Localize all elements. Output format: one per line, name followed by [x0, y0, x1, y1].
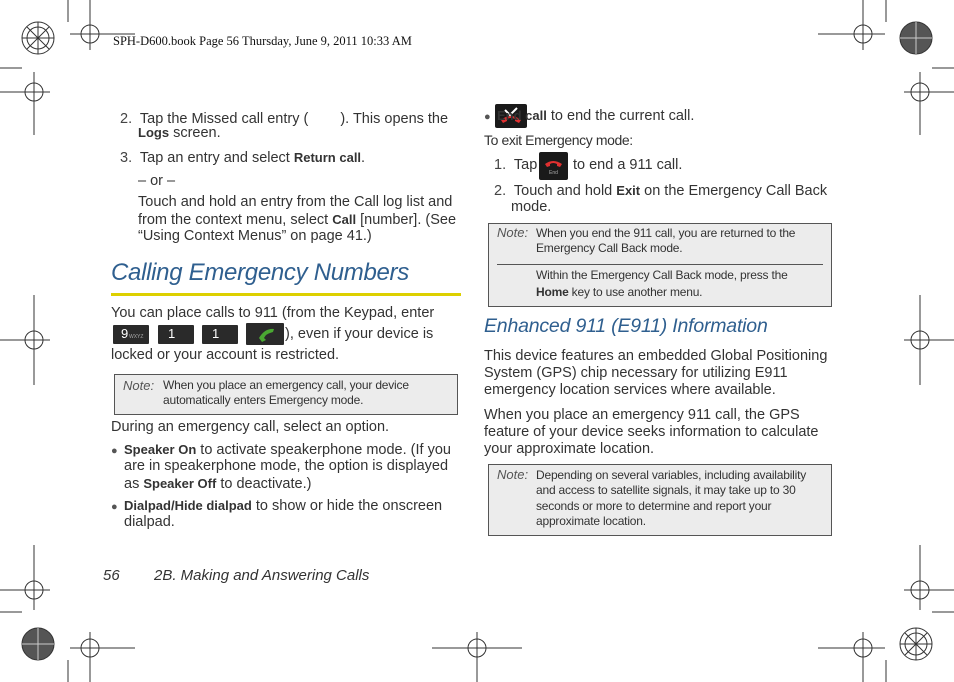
- print-header: SPH-D600.book Page 56 Thursday, June 9, 2011 10:33 AM: [113, 34, 412, 48]
- speaker-on-label: Speaker On: [124, 442, 197, 457]
- bullet-icon: ●: [111, 501, 118, 513]
- crosshair-icon: [818, 632, 885, 682]
- crosshair-icon: [904, 295, 954, 385]
- exit-step-1: 1. Tap: [494, 157, 538, 173]
- subsection-title: Enhanced 911 (E911) Information: [484, 315, 768, 337]
- end-call-label: End call: [497, 108, 547, 123]
- crosshair-icon: [432, 632, 522, 682]
- speaker-line-1: Speaker On to activate speakerphone mode. (If you: [124, 442, 451, 458]
- bullet-icon: ●: [484, 111, 491, 123]
- intro-line-2: ), even if your device is: [285, 326, 434, 342]
- section-title: Calling Emergency Numbers: [111, 259, 409, 286]
- intro-line-3: locked or your account is restricted.: [111, 347, 340, 363]
- note-label: Note:: [497, 467, 529, 482]
- call-key-icon: [246, 323, 284, 345]
- logs-label: Logs: [138, 125, 170, 140]
- note-label: Note:: [123, 378, 155, 393]
- crop-mark-icon: [900, 22, 932, 54]
- step-2-cont: Logs screen.: [138, 125, 221, 141]
- crosshair-icon: [0, 295, 50, 385]
- crop-mark-icon: [22, 628, 54, 660]
- speaker-line-3: as Speaker Off to deactivate.): [124, 476, 312, 492]
- note-box: Note: When you end the 911 call, you are returned to the Emergency Call Back mode. Within the Emergency Call Back mode, press the Home key to use another menu.: [488, 223, 832, 307]
- crosshair-icon: [0, 545, 50, 610]
- crosshair-icon: [818, 0, 885, 50]
- or-separator: – or –: [138, 173, 176, 189]
- call-label: Call: [332, 212, 357, 227]
- keypad-1-icon: 1: [202, 325, 238, 344]
- exit-title: To exit Emergency mode:: [484, 132, 633, 148]
- dialpad-line-1: Dialpad/Hide dialpad to show or hide the onscreen: [124, 498, 443, 514]
- keypad-1-icon: 1: [158, 325, 194, 344]
- step-text: ). This opens the: [340, 110, 449, 127]
- step-text: Tap the Missed call entry (: [139, 110, 309, 127]
- title-rule: [111, 293, 461, 296]
- end-call-item: End call to end the current call.: [497, 108, 695, 124]
- crosshair-icon: [904, 545, 954, 610]
- crop-mark-icon: [22, 22, 54, 54]
- speaker-off-label: Speaker Off: [143, 476, 217, 491]
- section-footer: 2B. Making and Answering Calls: [154, 567, 370, 584]
- intro-line-1: You can place calls to 911 (from the Keypad, enter: [111, 305, 435, 321]
- note-box: Note: Depending on several variables, including availability and access to satellite signals, it may take up to 30 seconds or more to determine and report your approximate location.: [488, 464, 832, 536]
- return-call-label: Return call: [293, 150, 362, 165]
- exit-label: Exit: [616, 183, 641, 198]
- during-text: During an emergency call, select an option.: [111, 419, 390, 435]
- step-3: 3. Tap an entry and select Return call.: [120, 150, 366, 166]
- exit-step-2: 2. Touch and hold Exit on the Emergency Call Back: [494, 183, 828, 199]
- dialpad-label: Dialpad/Hide dialpad: [124, 498, 252, 513]
- crosshair-icon: [904, 72, 954, 135]
- crosshair-icon: [0, 72, 50, 135]
- note-label: Note:: [497, 225, 529, 240]
- hold-line-3: “Using Context Menus” on page 41.): [138, 228, 372, 244]
- step-number: 2.: [120, 110, 133, 127]
- crop-mark-icon: [900, 628, 932, 660]
- dialpad-line-2: dialpad.: [124, 514, 175, 530]
- note-box: Note: When you place an emergency call, your device automatically enters Emergency mode.: [114, 374, 458, 415]
- bullet-icon: ●: [111, 445, 118, 457]
- hold-line-1: Touch and hold an entry from the Call log list and: [138, 194, 453, 210]
- note-divider: [497, 264, 823, 265]
- end-call-icon: End: [539, 152, 568, 180]
- home-label: Home: [536, 285, 569, 299]
- crosshair-icon: [70, 632, 135, 682]
- keypad-9-icon: 9 WXYZ: [113, 325, 149, 344]
- page-number: 56: [103, 567, 120, 584]
- speaker-line-2: are in speakerphone mode, the option is displayed: [124, 458, 449, 474]
- hold-line-2: from the context menu, select Call [number]. (See: [138, 212, 457, 228]
